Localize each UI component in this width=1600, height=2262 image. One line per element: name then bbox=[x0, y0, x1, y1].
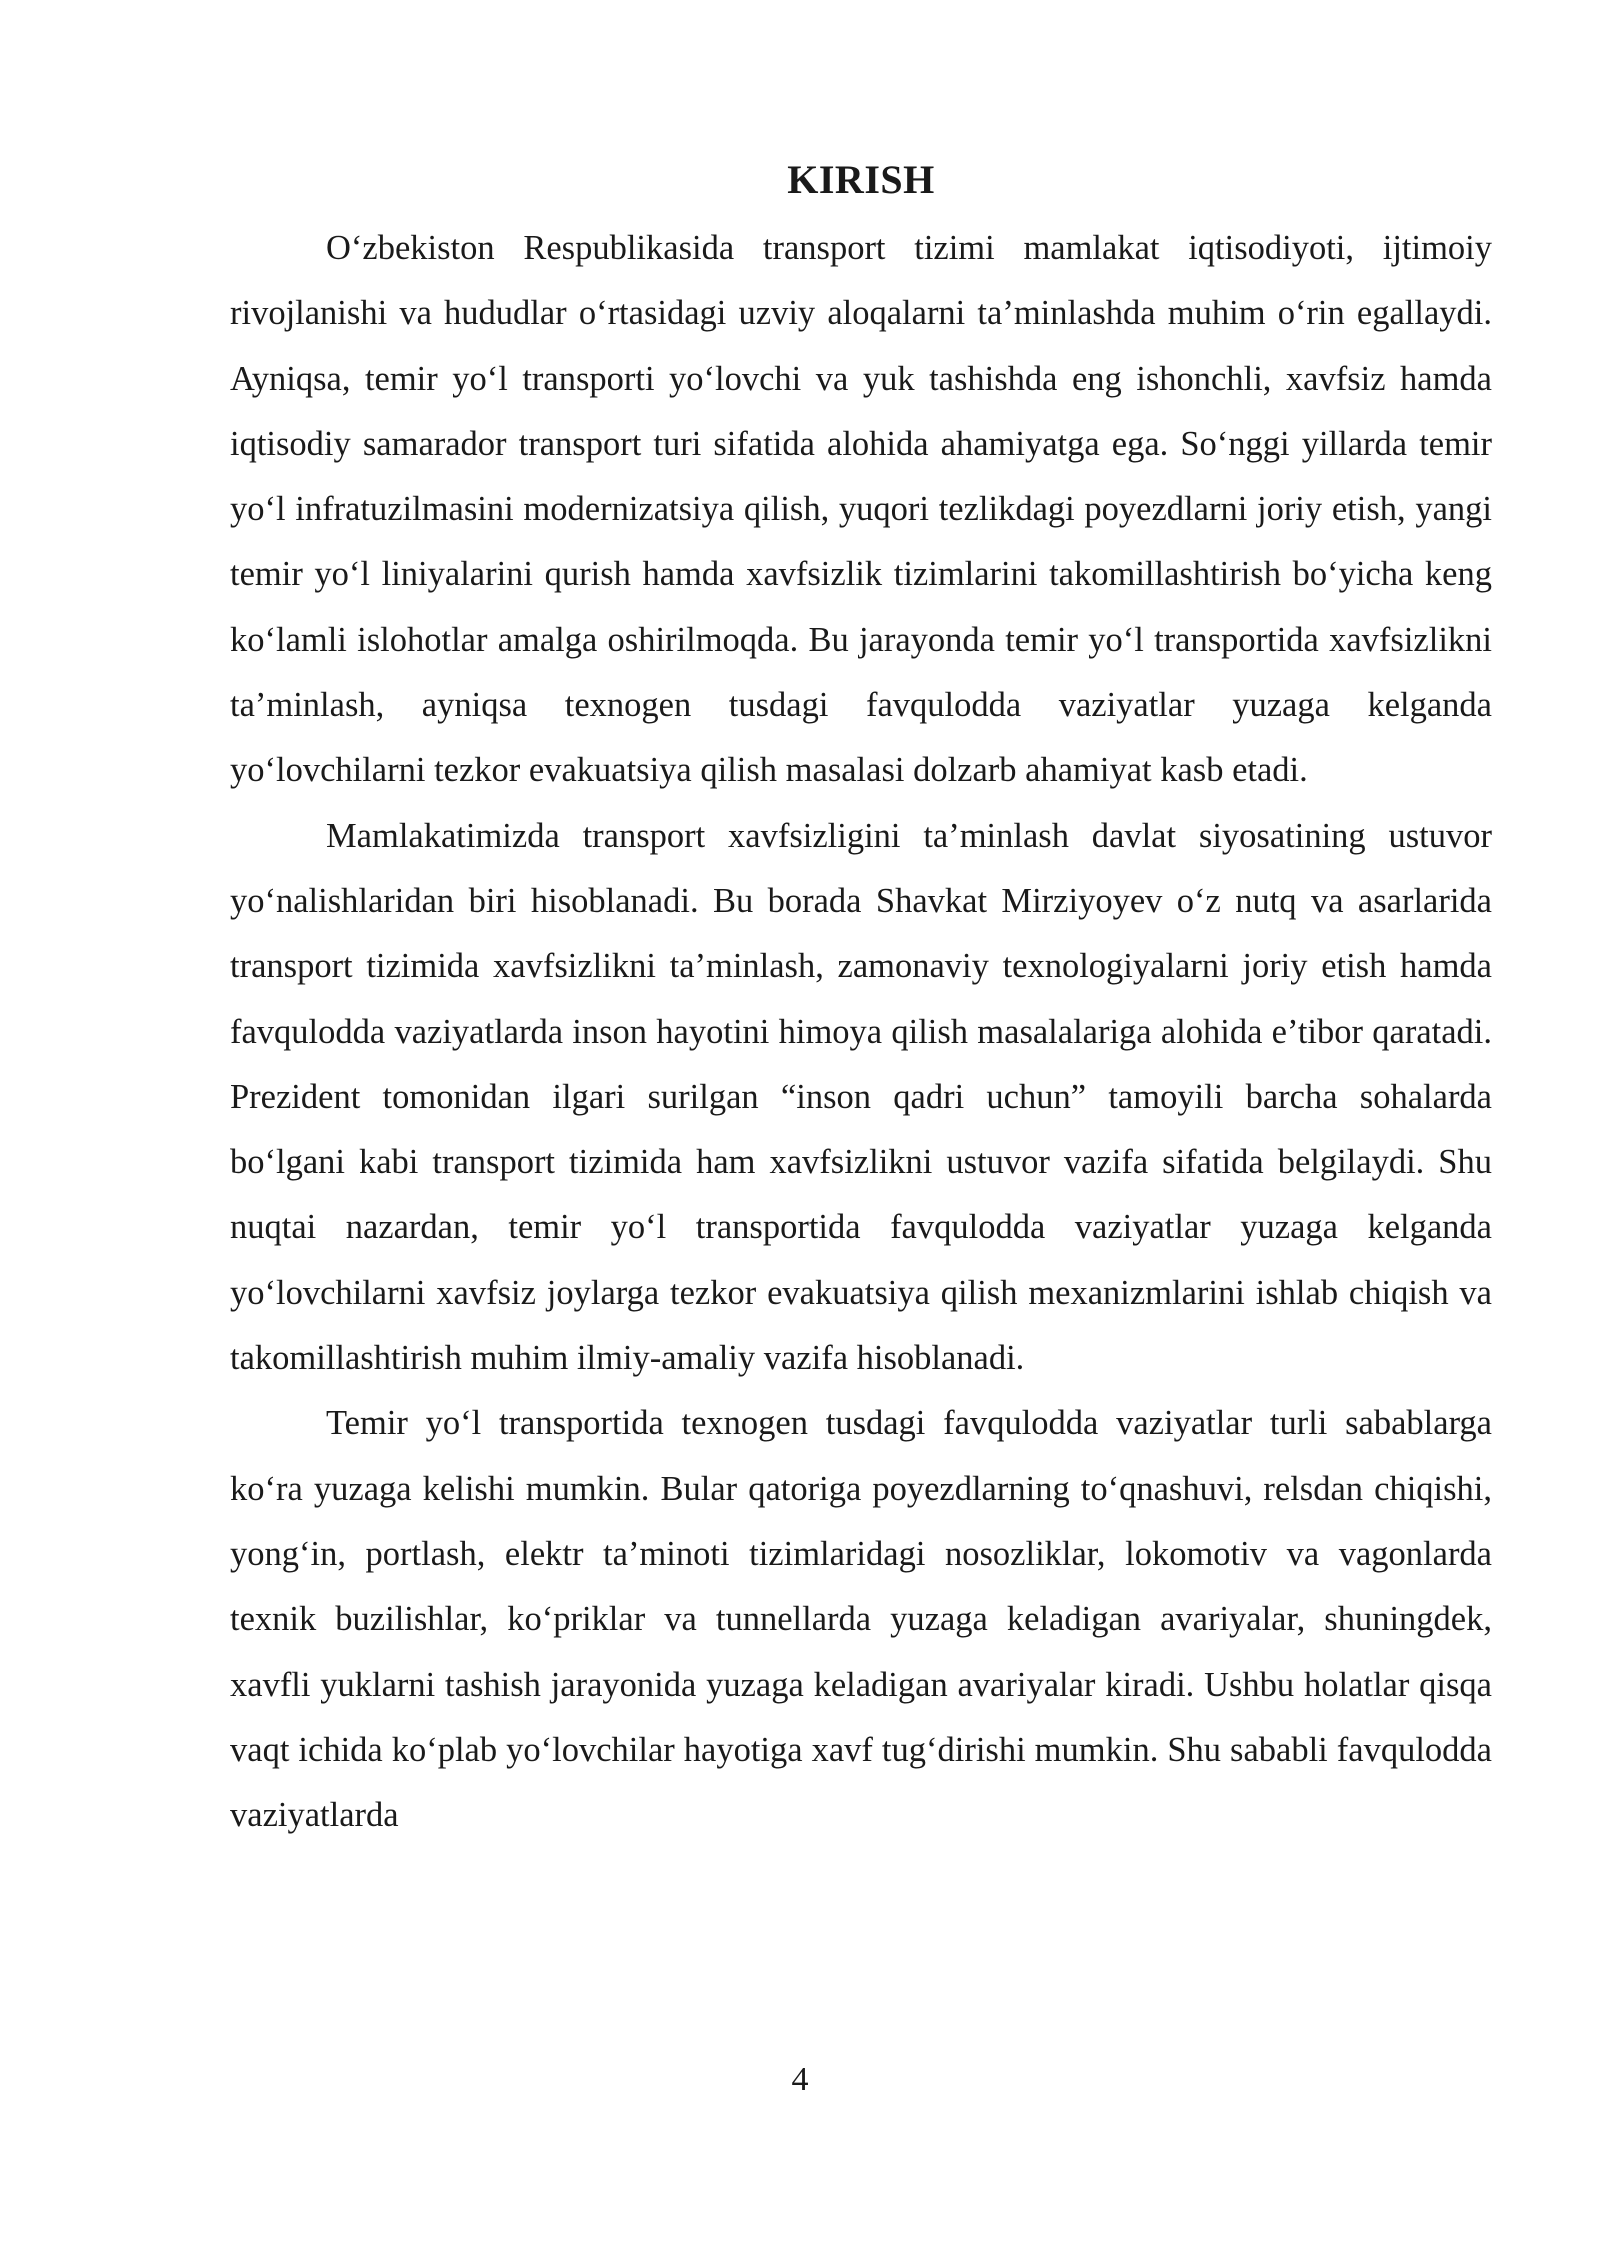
paragraph-2: Mamlakatimizda transport xavfsizligini ta’minlash davlat siyosatining ustuvor yo‘nalishlaridan biri hisoblanadi. Bu borada Shavkat Mirziyoyev o‘z nutq va asarlarida transport tizimida xavfsizlikni ta’minlash, zamonaviy texnologiyalarni joriy etish hamda favqulodda vaziyatlarda inson hayotini himoya qilish masalalariga alohida e’tibor qaratadi. Prezident tomonidan ilgari surilgan “inson qadri uchun” tamoyili barcha sohalarda bo‘lgani kabi transport tizimida ham xavfsizlikni ustuvor vazifa sifatida belgilaydi. Shu nuqtai nazardan, temir yo‘l transportida favqulodda vaziyatlar yuzaga kelganda yo‘lovchilarni xavfsiz joylarga tezkor evakuatsiya qilish mexanizmlarini ishlab chiqish va takomillashtirish muhim ilmiy-amaliy vazifa hisoblanadi. bbox=[230, 816, 1492, 1378]
paragraph-3: Temir yo‘l transportida texnogen tusdagi favqulodda vaziyatlar turli sabablarga ko‘ra yuzaga kelishi mumkin. Bular qatoriga poyezdlarning to‘qnashuvi, relsdan chiqishi, yong‘in, portlash, elektr ta’minoti tizimlaridagi nosozliklar, lokomotiv va vagonlarda texnik buzilishlar, ko‘priklar va tunnellarda yuzaga keladigan avariyalar, shuningdek, xavfli yuklarni tashish jarayonida yuzaga keladigan avariyalar kiradi. Ushbu holatlar qisqa vaqt ichida ko‘plab yo‘lovchilar hayotiga xavf tug‘dirishi mumkin. Shu sababli favqulodda vaziyatlarda bbox=[230, 1404, 1492, 1835]
section-heading: KIRISH bbox=[787, 157, 935, 202]
page-number: 4 bbox=[791, 2061, 809, 2098]
page-content bbox=[230, 150, 1492, 1848]
paragraph-1: O‘zbekiston Respublikasida transport tizimi mamlakat iqtisodiyoti, ijtimoiy rivojlanishi va hududlar o‘rtasidagi uzviy aloqalarni ta’minlashda muhim o‘rin egallaydi. Ayniqsa, temir yo‘l transporti yo‘lovchi va yuk tashishda eng ishonchli, xavfsiz hamda iqtisodiy samarador transport turi sifatida alohida ahamiyatga ega. So‘nggi yillarda temir yo‘l infratuzilmasini modernizatsiya qilish, yuqori tezlikdagi poyezdlarni joriy etish, yangi temir yo‘l liniyalarini qurish hamda xavfsizlik tizimlarini takomillashtirish bo‘yicha keng ko‘lamli islohotlar amalga oshirilmoqda. Bu jarayonda temir yo‘l transportida xavfsizlikni ta’minlash, ayniqsa texnogen tusdagi favqulodda vaziyatlar yuzaga kelganda yo‘lovchilarni tezkor evakuatsiya qilish masalasi dolzarb ahamiyat kasb etadi. bbox=[230, 229, 1492, 790]
